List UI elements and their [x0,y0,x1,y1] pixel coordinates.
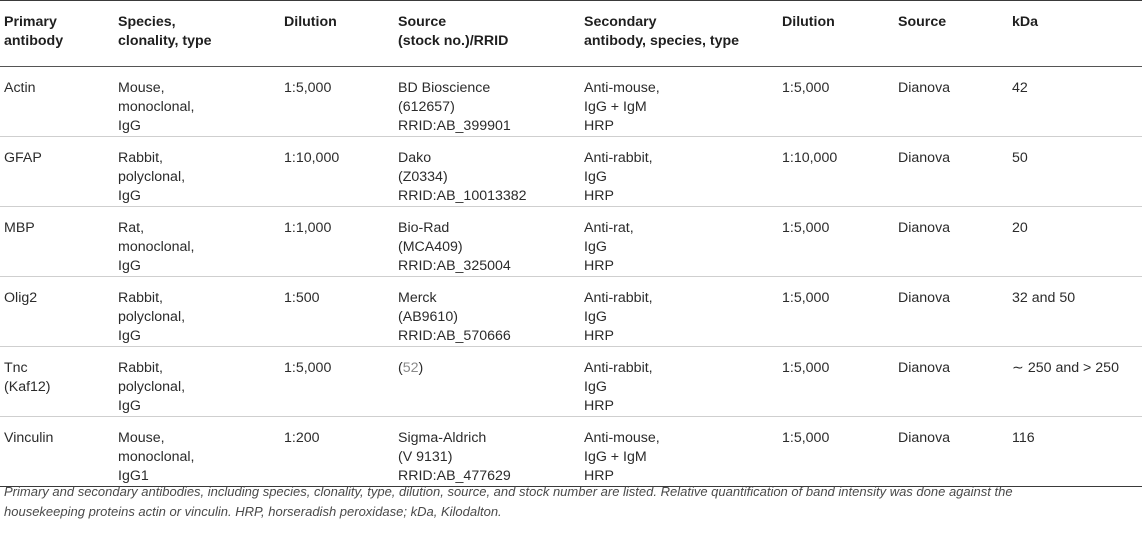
header-primary-antibody: Primary antibody [4,14,64,49]
cell-secondary-dilution: 1:5,000 [782,360,830,376]
header-dilution: Dilution [284,14,337,30]
cell-species: Mouse, monoclonal, IgG1 [118,430,195,484]
cell-kda: 116 [1012,430,1035,446]
cell-kda: 32 and 50 [1012,290,1076,306]
cell-source: Sigma-Aldrich (V 9131) RRID:AB_477629 [398,430,511,484]
cell-species: Rabbit, polyclonal, IgG [118,290,186,344]
cell-primary: MBP [4,220,35,236]
cell-primary: GFAP [4,150,42,166]
table-row [0,207,1142,277]
cell-kda: 20 [1012,220,1028,236]
header-secondary-antibody: Secondary antibody, species, type [584,14,740,49]
cell-dilution: 1:1,000 [284,220,332,236]
cell-primary: Vinculin [4,430,54,446]
cell-secondary: Anti-mouse, IgG + IgM HRP [584,80,660,134]
reference-link[interactable]: 52 [402,360,419,376]
header-kda: kDa [1012,14,1039,30]
cell-primary: Tnc (Kaf12) [4,360,51,395]
cell-secondary-source: Dianova [898,150,951,166]
cell-source: Merck (AB9610) RRID:AB_570666 [398,290,511,344]
cell-secondary-dilution: 1:5,000 [782,80,830,96]
cell-dilution: 1:200 [284,430,320,446]
cell-secondary-dilution: 1:10,000 [782,150,838,166]
table-row [0,67,1142,137]
cell-secondary: Anti-rabbit, IgG HRP [584,290,653,344]
table-row [0,137,1142,207]
table-caption [4,482,1138,522]
cell-species: Rabbit, polyclonal, IgG [118,150,186,204]
cell-secondary-source: Dianova [898,220,951,236]
ref-paren-close: ) [418,360,424,376]
cell-source: Dako (Z0334) RRID:AB_10013382 [398,150,527,204]
header-secondary-source: Source [898,14,947,30]
caption-line-1: Primary and secondary antibodies, including species, clonality, type, dilution, source, and stock number are listed. Relative quantification of band intensity was done against the [4,484,1013,499]
cell-kda: ∼ 250 and > 250 [1012,360,1119,376]
table-row [0,347,1142,417]
cell-source: Bio-Rad (MCA409) RRID:AB_325004 [398,220,511,274]
cell-species: Mouse, monoclonal, IgG [118,80,195,134]
cell-secondary-dilution: 1:5,000 [782,220,830,236]
cell-secondary: Anti-rat, IgG HRP [584,220,634,274]
caption-line-2: housekeeping proteins actin or vinculin. HRP, horseradish peroxidase; kDa, Kilodalton. [4,504,502,519]
cell-kda: 42 [1012,80,1028,96]
cell-kda: 50 [1012,150,1028,166]
header-source-stock-rrid: Source (stock no.)/RRID [398,14,509,49]
table-row [0,417,1142,487]
cell-secondary: Anti-mouse, IgG + IgM HRP [584,430,660,484]
ref-paren-open: ( [398,360,403,376]
cell-primary: Olig2 [4,290,38,306]
cell-species: Rabbit, polyclonal, IgG [118,360,186,414]
table-header-row [0,1,1142,67]
cell-source [398,347,584,417]
cell-secondary-dilution: 1:5,000 [782,290,830,306]
cell-secondary: Anti-rabbit, IgG HRP [584,360,653,414]
header-species-clonality-type: Species, clonality, type [118,14,212,49]
table-row [0,277,1142,347]
cell-dilution: 1:5,000 [284,360,332,376]
cell-secondary-source: Dianova [898,290,951,306]
cell-secondary: Anti-rabbit, IgG HRP [584,150,653,204]
cell-species: Rat, monoclonal, IgG [118,220,195,274]
cell-source: BD Bioscience (612657) RRID:AB_399901 [398,80,511,134]
cell-secondary-dilution: 1:5,000 [782,430,830,446]
cell-dilution: 1:5,000 [284,80,332,96]
cell-dilution: 1:500 [284,290,320,306]
cell-primary: Actin [4,80,36,96]
cell-secondary-source: Dianova [898,360,951,376]
cell-secondary-source: Dianova [898,430,951,446]
header-secondary-dilution: Dilution [782,14,835,30]
cell-dilution: 1:10,000 [284,150,340,166]
cell-secondary-source: Dianova [898,80,951,96]
